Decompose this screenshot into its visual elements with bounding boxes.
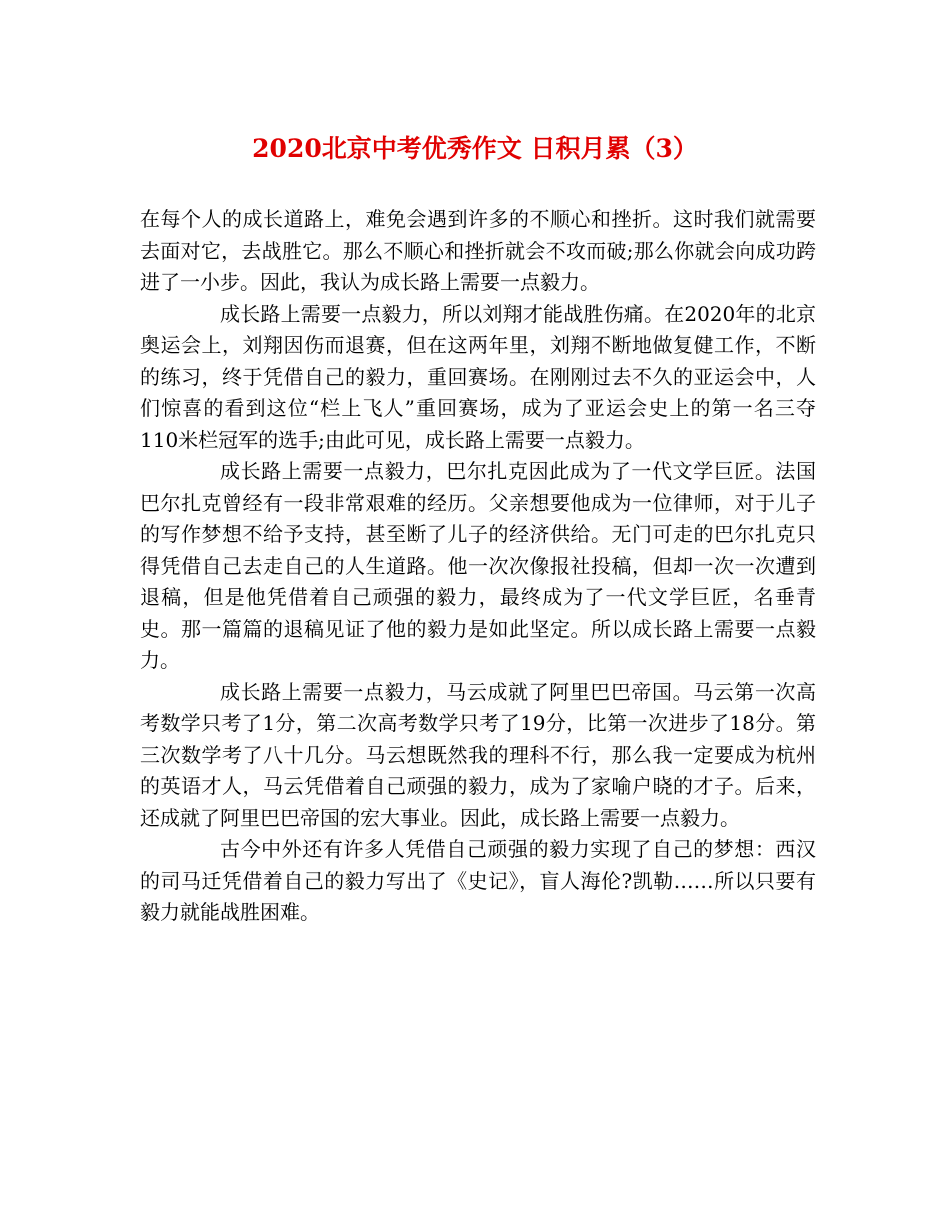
paragraph-balzac: 成长路上需要一点毅力，巴尔扎克因此成为了一代文学巨匠。法国巴尔扎克曾经有一段非常艰难的经历。父亲想要他成为一位律师，对于儿子的写作梦想不给予支持，甚至断了儿子的经济供给。无门可走的巴尔扎克只得凭借自己去走自己的人生道路。他一次次像报社投稿，但却一次一次遭到退稿，但是他凭借着自己顽强的毅力，最终成为了一代文学巨匠，名垂青史。那一篇篇的退稿见证了他的毅力是如此坚定。所以成长路上需要一点毅力。 (140, 459, 816, 672)
paragraph-ma-yun: 成长路上需要一点毅力，马云成就了阿里巴巴帝国。马云第一次高考数学只考了1分，第二次高考数学只考了19分，比第一次进步了18分。第三次数学考了八十几分。马云想既然我的理科不行，那么我一定要成为杭州的英语才人，马云凭借着自己顽强的毅力，成为了家喻户晓的才子。后来，还成就了阿里巴巴帝国的宏大事业。因此，成长路上需要一点毅力。 (140, 679, 816, 830)
paragraph-conclusion: 古今中外还有许多人凭借自己顽强的毅力实现了自己的梦想：西汉的司马迁凭借着自己的毅力写出了《史记》，盲人海伦?凯勒……所以只要有毅力就能战胜困难。 (140, 837, 816, 924)
document-body (140, 204, 816, 929)
document-title: 2020北京中考优秀作文 日积月累（3） (252, 134, 698, 163)
paragraph-intro: 在每个人的成长道路上，难免会遇到许多的不顺心和挫折。这时我们就需要去面对它，去战胜它。那么不顺心和挫折就会不攻而破;那么你就会向成功跨进了一小步。因此，我认为成长路上需要一点毅力。 (140, 207, 816, 294)
paragraph-liu-xiang: 成长路上需要一点毅力，所以刘翔才能战胜伤痛。在2020年的北京奥运会上，刘翔因伤而退赛，但在这两年里，刘翔不断地做复健工作，不断的练习，终于凭借自己的毅力，重回赛场。在刚刚过去不久的亚运会中，人们惊喜的看到这位“栏上飞人”重回赛场，成为了亚运会史上的第一名三夺110米栏冠军的选手;由此可见，成长路上需要一点毅力。 (140, 301, 816, 452)
